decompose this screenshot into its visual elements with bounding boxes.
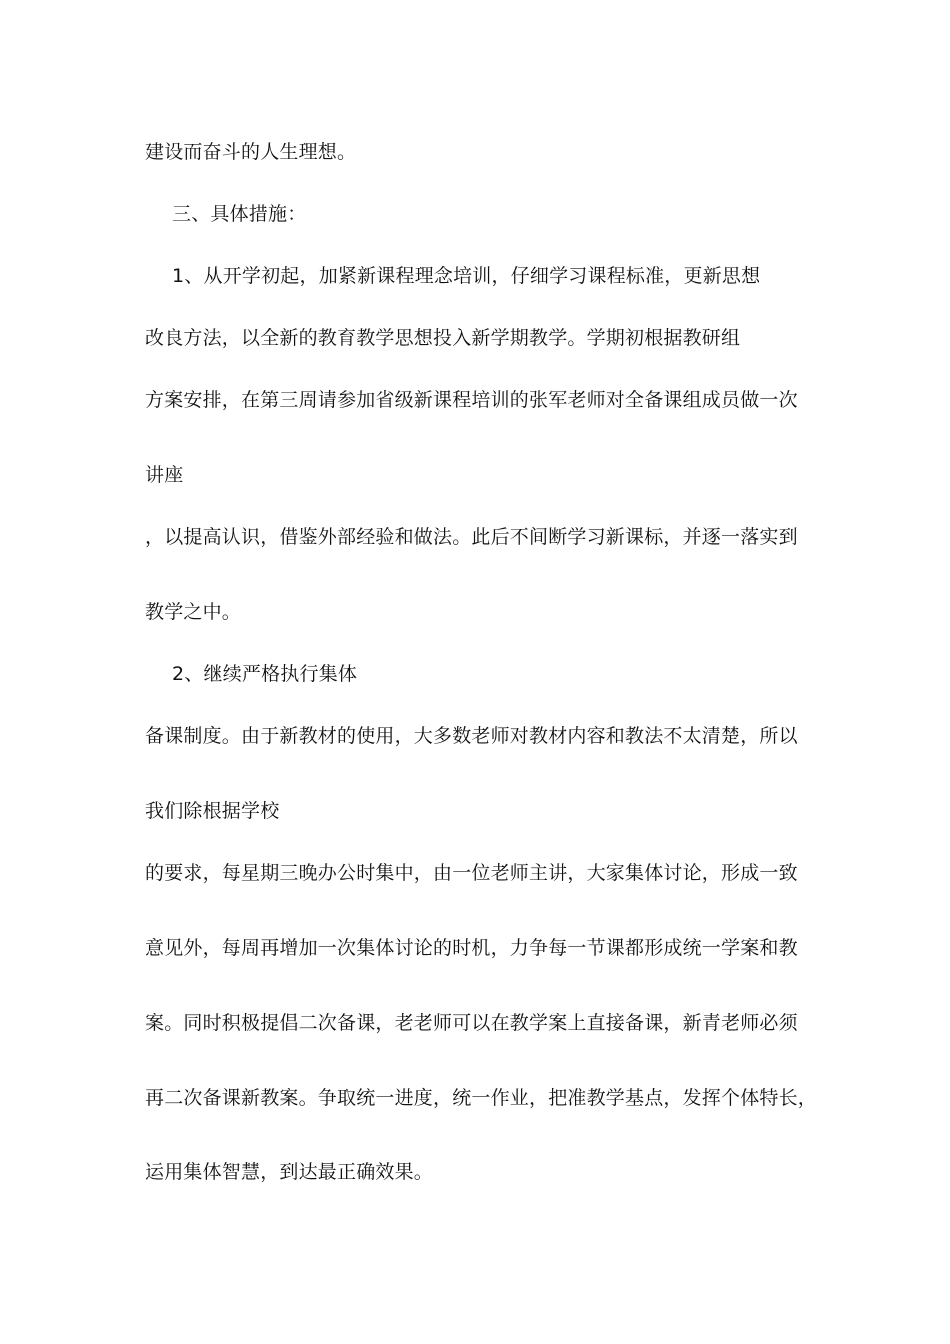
text-line: 教学之中。 xyxy=(145,601,242,623)
text-line: 意见外，每周再增加一次集体讨论的时机，力争每一节课都形成统一学案和教 xyxy=(145,937,798,959)
text-line: 的要求，每星期三晚办公时集中，由一位老师主讲，大家集体讨论，形成一致 xyxy=(145,862,798,884)
text-line: 运用集体智慧，到达最正确效果。 xyxy=(145,1161,434,1183)
text-line: 方案安排，在第三周请参加省级新课程培训的张军老师对全备课组成员做一次 xyxy=(145,389,798,411)
section-heading: 三、具体措施： xyxy=(172,203,307,225)
text-line: 备课制度。由于新教材的使用，大多数老师对教材内容和教法不太清楚，所以 xyxy=(145,725,798,747)
list-item-2: 2、继续严格执行集体 xyxy=(172,663,358,685)
text-line: 建设而奋斗的人生理想。 xyxy=(145,141,357,163)
text-line: 我们除根据学校 xyxy=(145,800,280,822)
text-line: 讲座 xyxy=(145,464,184,486)
text-line: ，以提高认识，借鉴外部经验和做法。此后不间断学习新课标，并逐一落实到 xyxy=(145,526,798,548)
text-line: 改良方法，以全新的教育教学思想投入新学期教学。学期初根据教研组 xyxy=(145,327,741,349)
text-line: 案。同时积极提倡二次备课，老老师可以在教学案上直接备课，新青老师必须 xyxy=(145,1012,798,1034)
list-item-1: 1、从开学初起，加紧新课程理念培训，仔细学习课程标准，更新思想 xyxy=(172,265,761,287)
text-line: 再二次备课新教案。争取统一进度，统一作业，把准教学基点，发挥个体特长， xyxy=(145,1087,818,1109)
